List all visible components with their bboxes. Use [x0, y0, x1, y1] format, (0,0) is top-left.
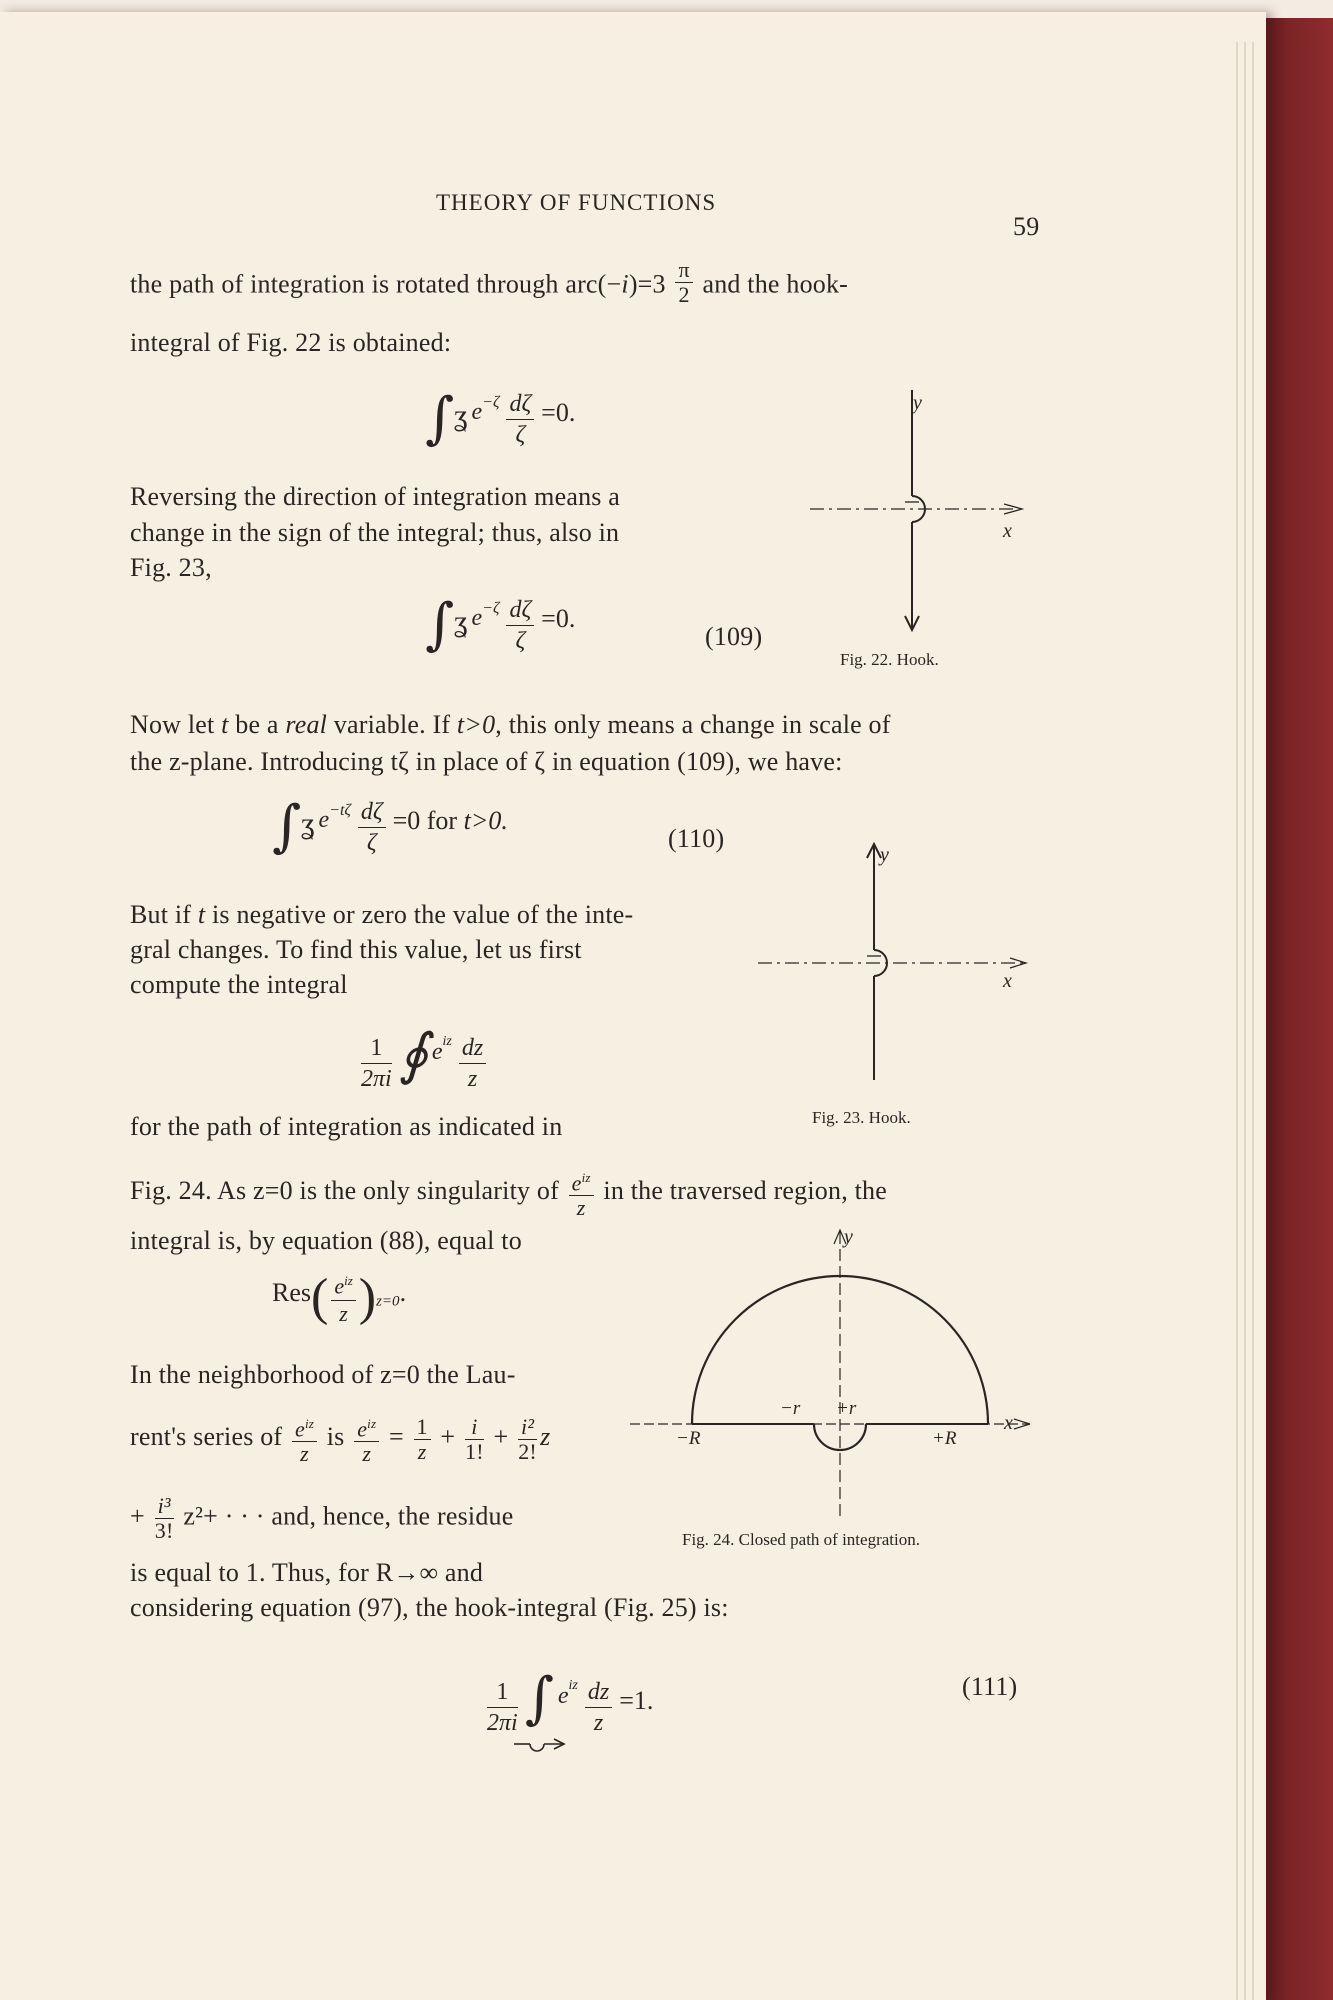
para6-line4: is equal to 1. Thus, for R→∞ and [130, 1558, 484, 1587]
fig24-caption: Fig. 24. Closed path of integration. [682, 1530, 920, 1549]
equation-110: ∫ʓ $e^{-t\zeta}$ $\frac{d\zeta}{\zeta}$ =0 for t>0. [272, 794, 508, 859]
para2-line3: Fig. 23, [130, 553, 212, 582]
para6-line2: rent's series of $\frac{e^{iz}}{z}$ is $\frac{e^{iz}}{z}$ = $\frac{1}{z}$ + $\frac{i}{1!}$ + $\frac{\text{i²}}{2!}$ z [130, 1413, 551, 1467]
para6-line3: + $\frac{\text{i³}}{3!}$ z²+ · · · and, hence, the residue [130, 1493, 514, 1543]
figure-22-hook-diagram [808, 390, 1068, 650]
para2-line2: change in the sign of the integral; thus, also in [130, 518, 620, 547]
fig22-y-label: y [913, 392, 922, 414]
page-number: 59 [1013, 212, 1040, 241]
fig24-plus-R-label: +R [932, 1428, 957, 1449]
equation-tag-109: (109) [705, 622, 763, 651]
para1-line1: the path of integration is rotated through arc(−i)=3 $\frac{\pi}{2}$ and the hook- [130, 257, 849, 307]
integral-sign: ∫ [425, 386, 455, 451]
fig23-x-label: x [1003, 970, 1012, 992]
page-edge [1236, 42, 1238, 2000]
equation-111: $\frac{1}{2\pi i}$ ∫ $e^{iz}$ $\frac{dz}{z}$ =1. [487, 1666, 654, 1736]
fig22-caption: Fig. 22. Hook. [840, 650, 939, 669]
para4-line1: But if t is negative or zero the value of the inte- [130, 900, 634, 929]
para1-line2: integral of Fig. 22 is obtained: [130, 328, 452, 357]
figure-23-hook-diagram [756, 842, 1036, 1082]
para4-line2: gral changes. To find this value, let us first [130, 935, 582, 964]
equation-109: ∫ʓ $e^{-\zeta}$ $\frac{d\zeta}{\zeta}$ =0. [425, 592, 576, 657]
para5-line3: integral is, by equation (88), equal to [130, 1226, 522, 1255]
fig23-y-label: y [880, 844, 889, 866]
book-page [0, 12, 1266, 2000]
para2-line1: Reversing the direction of integration means a [130, 482, 621, 511]
equation-tag-111: (111) [962, 1672, 1018, 1701]
running-head: THEORY OF FUNCTIONS [436, 190, 717, 215]
fig24-minus-R-label: −R [676, 1428, 701, 1449]
para5-line1: for the path of integration as indicated in [130, 1112, 563, 1141]
equation-hook-integral: ∫ʓ $e^{-\zeta}$ $\frac{d\zeta}{\zeta}$ =0. [425, 386, 576, 451]
para3-line1: Now let t be a real variable. If t>0, this only means a change in scale of [130, 710, 891, 739]
para6-line1: In the neighborhood of z=0 the Lau- [130, 1360, 516, 1389]
fig23-caption: Fig. 23. Hook. [812, 1108, 911, 1127]
figure-24-closed-path-diagram [630, 1222, 1030, 1522]
fig24-x-label: x [1004, 1412, 1013, 1434]
equation-tag-110: (110) [668, 824, 725, 853]
fig22-x-label: x [1003, 520, 1012, 542]
para3-line2: the z-plane. Introducing tζ in place of ζ in equation (109), we have: [130, 747, 843, 776]
para5-line2: Fig. 24. As z=0 is the only singularity of $\frac{e^{iz}}{z}$ in the traversed region, the [130, 1166, 887, 1220]
equation-contour-integral: $\frac{1}{2\pi i}$ ∮ $e^{iz}$ $\frac{dz}{z}$ [358, 1016, 489, 1094]
page-edge [1252, 42, 1254, 2000]
fig24-plus-r-label: +r [836, 1398, 857, 1419]
book-cover [1258, 18, 1333, 2000]
para4-line3: compute the integral [130, 970, 348, 999]
page-edge [1244, 42, 1246, 2000]
para6-line5: considering equation (97), the hook-integral (Fig. 25) is: [130, 1593, 729, 1622]
equation-residue: Res( $\frac{e^{iz}}{z}$ )$_{z=0}$. [272, 1269, 407, 1326]
fig24-y-label: y [844, 1226, 853, 1248]
fig24-minus-r-label: −r [780, 1398, 801, 1419]
hook-symbol-icon [512, 1734, 572, 1754]
